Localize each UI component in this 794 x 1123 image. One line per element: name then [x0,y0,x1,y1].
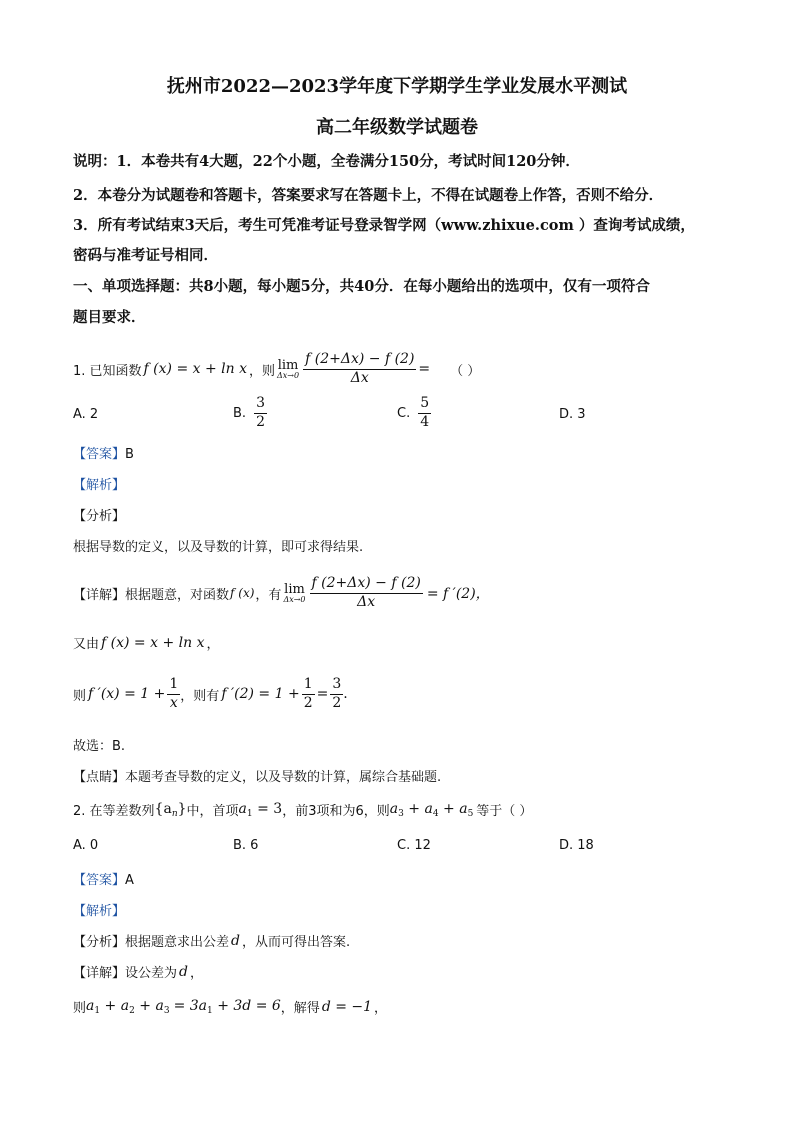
q2-answer: 【答案】A [73,873,134,888]
q2-option-c: C. 12 [397,838,431,853]
q1-analysis-label: 【解析】 [73,478,126,493]
q2-fenxi: 【分析】 根据题意求出公差 d ，从而可得出答案. [73,932,351,950]
q1-fenxi-text: 根据导数的定义，以及导数的计算，即可求得结果. [73,540,364,555]
q2-option-a: A. 0 [73,838,99,853]
q1-limit-fraction: $\frac{f (2+\Delta x) - f (2)}{\Delta x}$ [305,351,415,386]
q1-comment: 【点睛】本题考查导数的定义，以及导数的计算，属综合基础题. [73,770,442,785]
instruction-line-2: 2．本卷分为试题卷和答题卡，答案要求写在答题卡上，不得在试题卷上作答，否则不给分． [73,187,664,204]
instruction-line-3-cont: 密码与准考证号相同． [73,247,218,264]
q2-stem: 2. 在等差数列 $\{a_n\}$ 中，首项 $a_1 = 3$ ，前3项和为6，则 $a_3 + a_4 + a_5$ 等于（ ） [73,800,533,819]
q2-detail: 【详解】 设公差为 d ， [73,963,204,981]
instruction-line-1: 说明：1．本卷共有4大题，22个小题，全卷满分150分，考试时间120分钟． [73,153,580,170]
q1-detail-line-3: 则 f ′(x) = 1 + $\frac{1}{x}$ ，则有 f ′(2) = 1 + $\frac{1}{2}$ = $\frac{3}{2}$ . [73,676,348,711]
q2-analysis-label: 【解析】 [73,904,126,919]
q1-choose: 故选：B. [73,739,126,754]
q1-option-c: C. $\frac{5}{4}$ [397,395,430,430]
q1-option-b: B. $\frac{3}{2}$ [233,395,265,430]
q2-option-b: B. 6 [233,838,259,853]
instruction-line-3: 3．所有考试结束3天后，考生可凭准考证号登录智学网（www.zhixue.com ）查询考试成绩， [73,217,695,234]
q1-option-a: A. 2 [73,407,99,422]
q1-stem: 1. 已知函数 f (x) = x + ln x ，则 lim Δx→0 $\frac{f (2+\Delta x) - f (2)}{\Delta x}$ = （ ） [73,351,481,386]
q1-detail-line-2: 又由 f (x) = x + ln x ， [73,634,220,652]
exam-title-line1: 抚州市2022—2023学年度下学期学生学业发展水平测试 [166,76,628,97]
q1-fenxi-label: 【分析】 [73,509,126,524]
q2-detail-line-2: 则 $a_1 + a_2 + a_3$ = $3a_1 + 3d = 6$ ，解得 d = −1 ， [73,997,388,1016]
q1-detail-line: 【详解】 根据题意，对函数 f (x) ，有 lim Δx→0 $\frac{f (2+\Delta x) - f (2)}{\Delta x}$ = f ′(2)， [73,575,490,610]
q2-option-d: D. 18 [559,838,594,853]
section-heading: 一、单项选择题：共8小题，每小题5分，共40分．在每小题给出的选项中，仅有一项符合 [73,278,650,295]
q1-answer: 【答案】B [73,447,134,462]
q1-option-d: D. 3 [559,407,586,422]
exam-title-line2: 高二年级数学试题卷 [316,117,478,138]
section-heading-cont: 题目要求． [73,309,146,326]
